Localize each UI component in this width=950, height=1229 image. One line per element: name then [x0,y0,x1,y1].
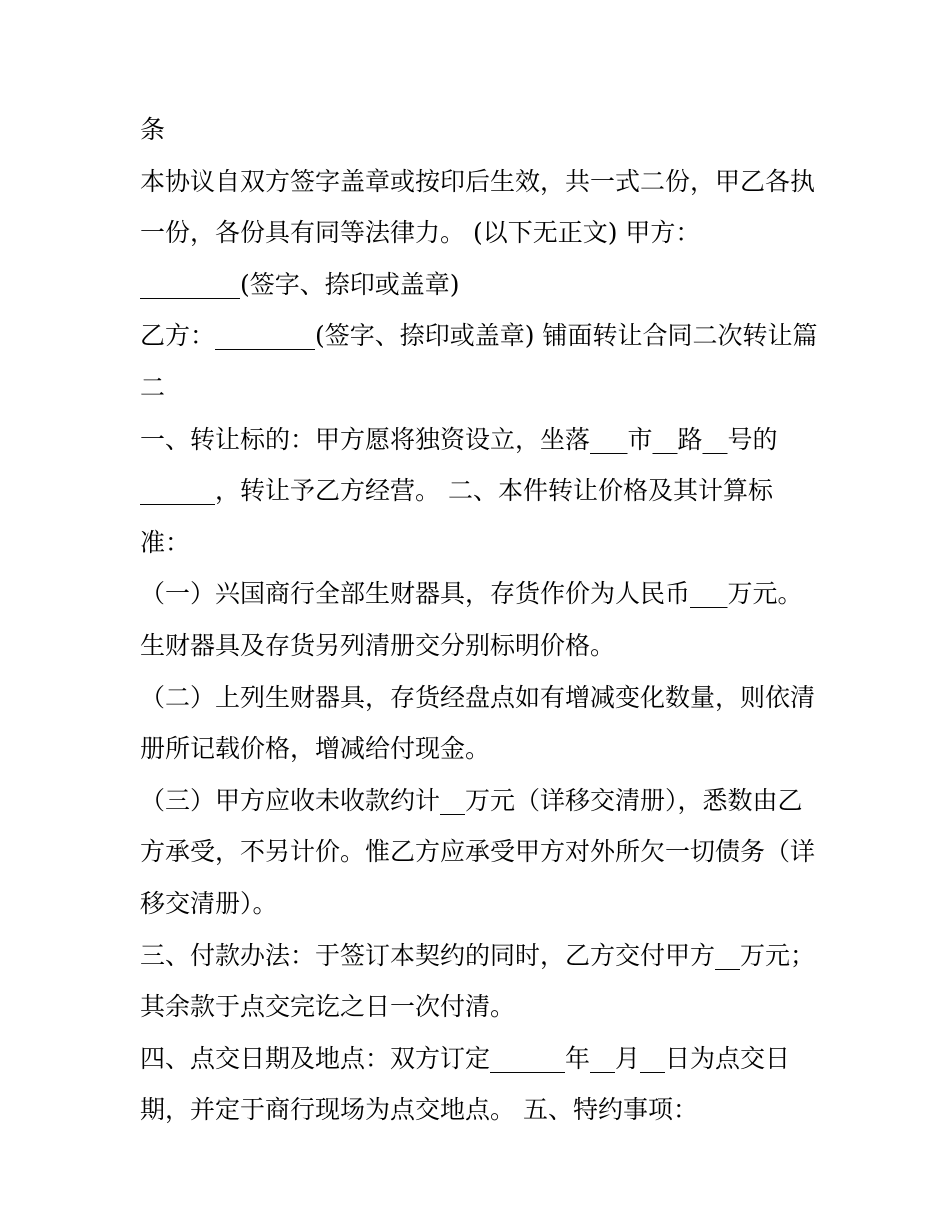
document-body [140,104,820,1136]
text-line: 生财器具及存货另列清册交分别标明价格。 [140,630,616,660]
text-line: 册所记载价格，增减给付现金。 [140,734,491,764]
text-line: 准： [140,527,191,557]
text-line: （一）兴国商行全部生财器具，存货作价为人民币___万元。 [140,579,803,609]
text-line: 条 [140,115,166,144]
text-line: 一、转让标的：甲方愿将独资设立，坐落___市__路__号的 [140,424,778,454]
text-line: 二 [140,372,166,402]
text-line: ______，转让予乙方经营。 二、本件转让价格及其计算标 [140,476,773,506]
text-line: 乙方：________(签字、捺印或盖章) 铺面转让合同二次转让篇 [140,321,818,351]
text-line: 三、付款办法：于签订本契约的同时，乙方交付甲方__万元； [140,940,816,970]
text-line: （三）甲方应收未收款约计__万元（详移交清册），悉数由乙 [140,785,803,815]
text-line: 其余款于点交完讫之日一次付清。 [140,992,516,1022]
text-line: 期，并定于商行现场为点交地点。 五、特约事项： [140,1095,698,1125]
text-line: 移交清册）。 [140,888,278,918]
text-line: 方承受，不另计价。惟乙方应承受甲方对外所欠一切债务（详 [140,837,816,867]
text-line: 一份，各份具有同等法律力。 (以下无正文) 甲方： [140,218,701,248]
text-line: 本协议自双方签字盖章或按印后生效，共一式二份，甲乙各执 [140,166,816,196]
text-line: 四、点交日期及地点：双方订定______年__月__日为点交日 [140,1043,791,1073]
text-line: （二）上列生财器具，存货经盘点如有增减变化数量，则依清 [140,682,816,712]
text-line: ________(签字、捺印或盖章) [140,269,460,299]
